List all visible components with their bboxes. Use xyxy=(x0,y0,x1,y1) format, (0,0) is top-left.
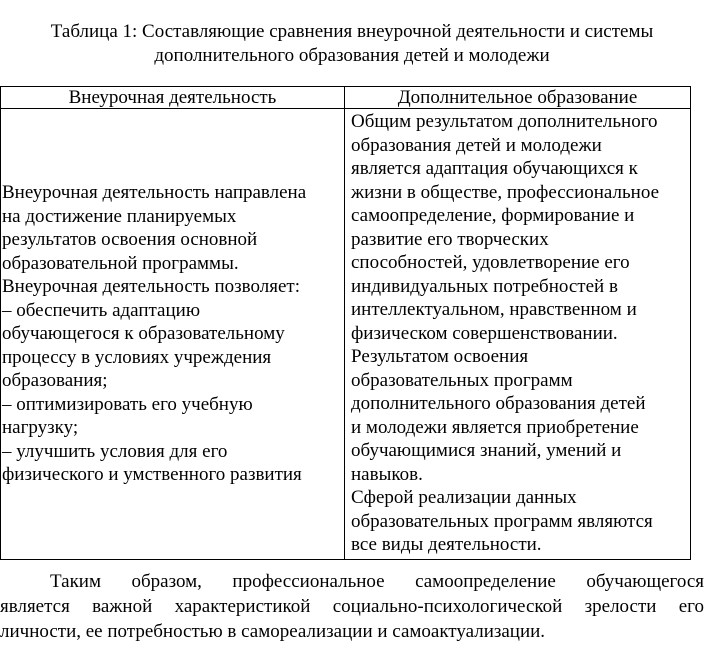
cell-line: образования; xyxy=(2,370,108,391)
caption-line-1: Таблица 1: Составляющие сравнения внеурочной деятельности и системы xyxy=(50,21,654,42)
cell-line: нагрузку; xyxy=(2,417,79,438)
cell-line: Результатом освоения xyxy=(351,346,529,367)
cell-line: результатов освоения основной xyxy=(2,229,258,250)
paragraph-line: личности, ее потребностью в самореализации и самоактуализации. xyxy=(0,621,546,642)
cell-line: жизни в обществе, профессиональное xyxy=(351,181,660,203)
cell-line: образовательных программ xyxy=(351,369,573,391)
body-paragraph xyxy=(0,569,704,644)
cell-line: Внеурочная деятельность позволяет: xyxy=(2,276,300,297)
cell-line: Общим результатом дополнительного xyxy=(351,111,658,132)
cell-line: способностей, удовлетворение его xyxy=(351,252,630,273)
cell-line: Внеурочная деятельность направлена xyxy=(2,182,307,203)
cell-line: развитие его творческих xyxy=(351,228,549,250)
cell-line: на достижение планируемых xyxy=(2,205,237,227)
cell-line: обучающегося к образовательному xyxy=(2,323,285,344)
header-additional-education: Дополнительное образование xyxy=(345,87,691,109)
cell-line: все виды деятельности. xyxy=(351,534,542,555)
cell-additional-education xyxy=(345,109,691,560)
paragraph-line: является важной характеристикой социально-психологической зрелости его xyxy=(0,596,704,617)
caption-line-2: дополнительного образования детей и молодежи xyxy=(154,45,550,66)
table-header-row xyxy=(1,87,691,109)
cell-line: – улучшить условия для его xyxy=(2,440,228,462)
cell-line: навыков. xyxy=(351,463,423,485)
cell-line: интеллектуальном, нравственном и xyxy=(351,299,637,320)
header-extracurricular: Внеурочная деятельность xyxy=(1,87,345,109)
cell-line: – обеспечить адаптацию xyxy=(2,299,201,321)
cell-line: индивидуальных потребностей в xyxy=(351,275,618,297)
cell-line: – оптимизировать его учебную xyxy=(2,393,253,415)
paragraph-line: Таким образом, профессиональное самоопределение обучающегося xyxy=(50,571,704,592)
cell-line: и молодежи является приобретение xyxy=(351,416,639,438)
cell-line: образовательных программ являются xyxy=(351,510,653,532)
cell-line: процессу в условиях учреждения xyxy=(2,346,272,368)
cell-line: Сферой реализации данных xyxy=(351,487,577,508)
cell-line: физического и умственного развития xyxy=(2,464,302,485)
comparison-table xyxy=(0,86,691,560)
table-row xyxy=(1,109,691,560)
cell-line: физическом совершенствовании. xyxy=(351,322,618,344)
cell-extracurricular xyxy=(1,109,345,560)
cell-line: образования детей и молодежи xyxy=(351,134,602,156)
cell-line: является адаптация обучающихся к xyxy=(351,158,638,179)
cell-line: обучающимися знаний, умений и xyxy=(351,440,622,461)
cell-line: образовательной программы. xyxy=(2,252,239,274)
table-caption xyxy=(0,20,704,68)
cell-line: дополнительного образования детей xyxy=(351,393,646,414)
cell-line: самоопределение, формирование и xyxy=(351,205,635,226)
